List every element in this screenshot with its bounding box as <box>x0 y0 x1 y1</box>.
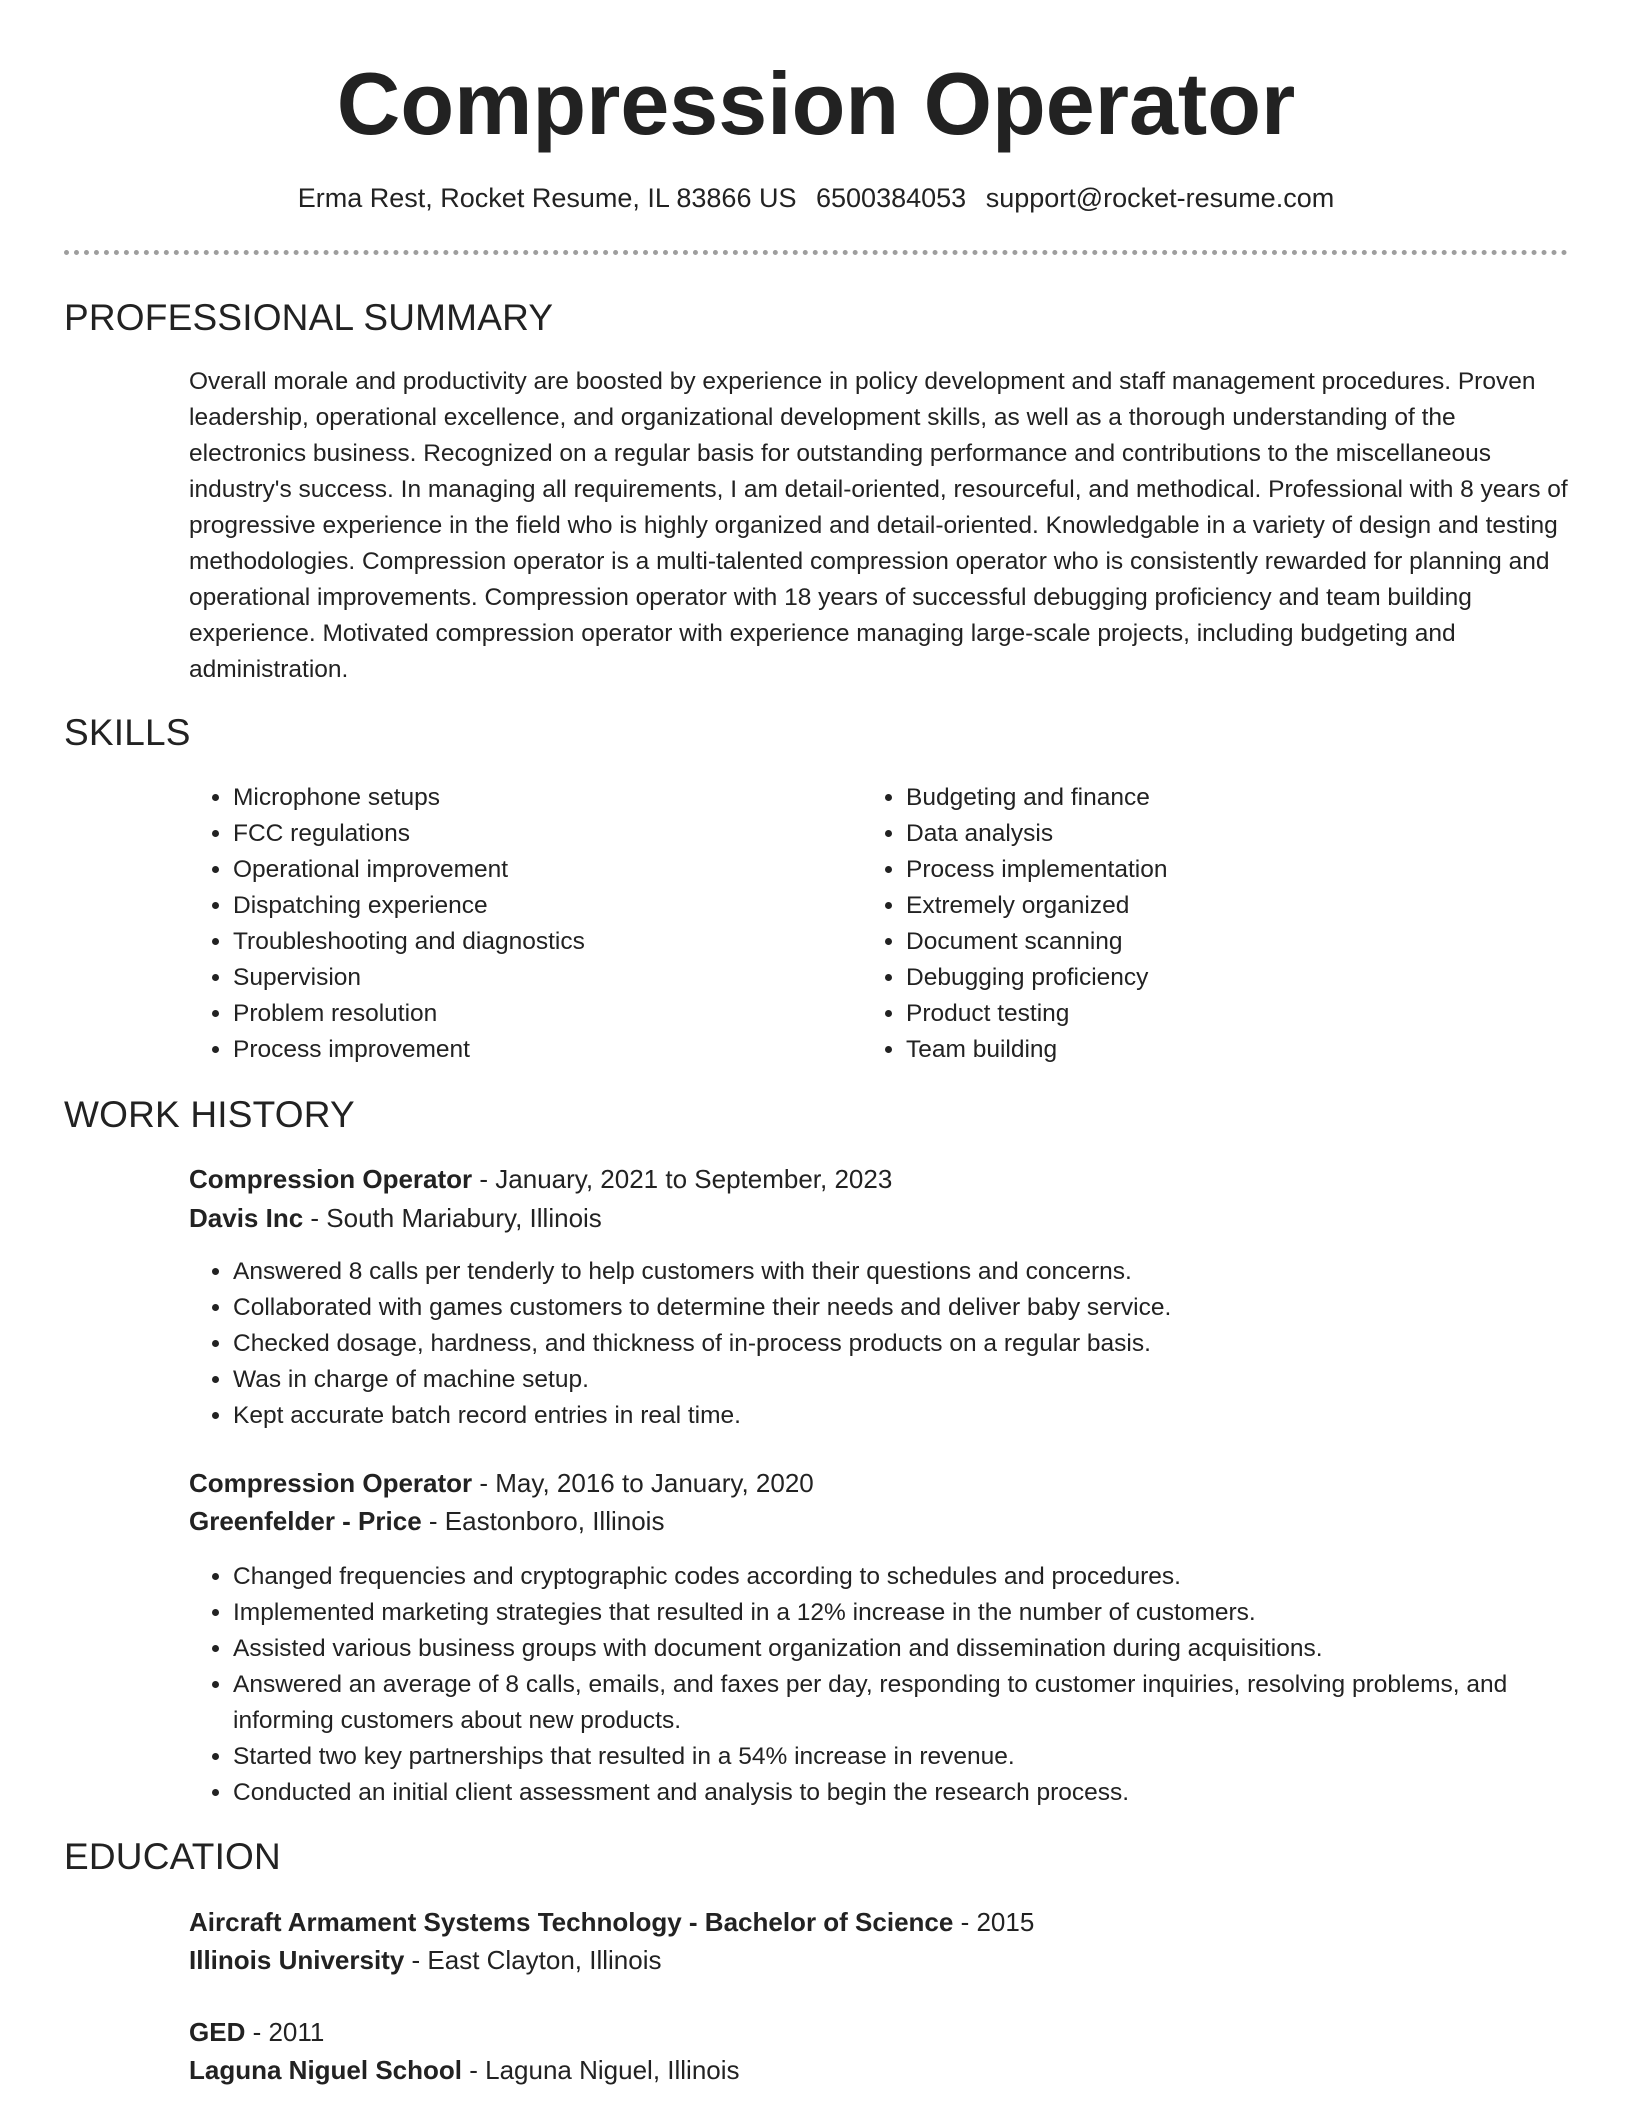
skill-item: • Dispatching experience <box>233 888 585 924</box>
job-bullet: • Checked dosage, hardness, and thickness of in-process products on a regular basis. <box>233 1326 1573 1362</box>
job-bullet: • Was in charge of machine setup. <box>233 1362 1573 1398</box>
skill-item: • FCC regulations <box>233 816 585 852</box>
education-degree: Aircraft Armament Systems Technology - Bachelor of Science <box>189 1907 954 1937</box>
summary-text: Overall morale and productivity are boosted by experience in policy development and staff management procedures. Proven leadership, operational excellence, and organizational development skills, as well as a thorough understanding of the electronics business. Recognized on a regular basis for outstanding performance and contributions to the miscellaneous industry's success. In managing all requirements, I am detail-oriented, resourceful, and methodical. Professional with 8 years of progressive experience in the field who is highly organized and detail-oriented. Knowledgable in a variety of design and testing methodologies. Compression operator is a multi-talented compression operator who is consistently rewarded for planning and operational improvements. Compression operator with 18 years of successful debugging proficiency and team building experience. Motivated compression operator with experience managing large-scale projects, including budgeting and administration. <box>189 368 1568 683</box>
education-location: - East Clayton, Illinois <box>404 1945 662 1975</box>
education-year: - 2015 <box>953 1907 1035 1937</box>
job-company: Greenfelder - Price <box>189 1506 422 1536</box>
job-dates: - May, 2016 to January, 2020 <box>472 1468 814 1498</box>
skills-heading: SKILLS <box>64 712 191 753</box>
job-company-line <box>189 1502 1569 1540</box>
job-company: Davis Inc <box>189 1203 304 1233</box>
job-bullet: • Collaborated with games customers to determine their needs and deliver baby service. <box>233 1290 1573 1326</box>
job-bullets <box>189 1559 1573 1811</box>
contact-address: Erma Rest, Rocket Resume, IL 83866 US <box>297 183 797 213</box>
skill-item: • Document scanning <box>906 924 1167 960</box>
education-location: - Laguna Niguel, Illinois <box>462 2055 740 2085</box>
education-school: Laguna Niguel School <box>189 2055 463 2085</box>
skill-item: • Process improvement <box>233 1032 585 1068</box>
skill-item: • Problem resolution <box>233 996 585 1032</box>
education-year: - 2011 <box>245 2017 325 2047</box>
skill-item: • Team building <box>906 1032 1167 1068</box>
job-company-line <box>189 1199 1569 1237</box>
skills-list-left <box>189 780 585 1068</box>
skill-item: • Process implementation <box>906 852 1167 888</box>
job-location: - Eastonboro, Illinois <box>421 1506 665 1536</box>
contact-line <box>0 180 1632 216</box>
job-bullet: • Answered 8 calls per tenderly to help customers with their questions and concerns. <box>233 1254 1573 1290</box>
job-title: Compression Operator <box>189 1164 473 1194</box>
skill-item: • Product testing <box>906 996 1167 1032</box>
skill-item: • Supervision <box>233 960 585 996</box>
job-title-line <box>189 1160 1569 1198</box>
skill-item: • Operational improvement <box>233 852 585 888</box>
skill-item: • Extremely organized <box>906 888 1167 924</box>
contact-phone: 6500384053 <box>816 183 967 213</box>
skill-item: • Budgeting and finance <box>906 780 1167 816</box>
resume-title: Compression Operator <box>336 54 1296 153</box>
education-school: Illinois University <box>189 1945 405 1975</box>
summary-heading: PROFESSIONAL SUMMARY <box>64 297 554 338</box>
skill-item: • Troubleshooting and diagnostics <box>233 924 585 960</box>
job-bullet: • Changed frequencies and cryptographic codes according to schedules and procedures. <box>233 1559 1573 1595</box>
job-bullets <box>189 1254 1573 1434</box>
education-degree-line <box>189 1903 1569 1941</box>
education-heading: EDUCATION <box>64 1836 281 1877</box>
skill-item: • Microphone setups <box>233 780 585 816</box>
job-title: Compression Operator <box>189 1468 473 1498</box>
job-title-line <box>189 1464 1569 1502</box>
education-school-line <box>189 1941 1569 1979</box>
education-degree-line <box>189 2013 1569 2051</box>
skills-list-right <box>862 780 1167 1068</box>
work-heading: WORK HISTORY <box>64 1094 355 1135</box>
contact-email: support@rocket-resume.com <box>985 183 1335 213</box>
skill-item: • Debugging proficiency <box>906 960 1167 996</box>
job-location: - South Mariabury, Illinois <box>303 1203 602 1233</box>
education-degree: GED <box>189 2017 246 2047</box>
header-divider <box>64 250 1568 255</box>
job-bullet: • Started two key partnerships that resulted in a 54% increase in revenue. <box>233 1739 1573 1775</box>
job-bullet: • Implemented marketing strategies that resulted in a 12% increase in the number of customers. <box>233 1595 1573 1631</box>
job-bullet: • Assisted various business groups with document organization and dissemination during acquisitions. <box>233 1631 1573 1667</box>
education-school-line <box>189 2051 1569 2089</box>
job-dates: - January, 2021 to September, 2023 <box>472 1164 893 1194</box>
job-bullet: • Answered an average of 8 calls, emails, and faxes per day, responding to customer inquiries, resolving problems, and informing customers about new products. <box>233 1667 1573 1739</box>
job-bullet: • Kept accurate batch record entries in real time. <box>233 1398 1573 1434</box>
job-bullet: • Conducted an initial client assessment and analysis to begin the research process. <box>233 1775 1573 1811</box>
skill-item: • Data analysis <box>906 816 1167 852</box>
